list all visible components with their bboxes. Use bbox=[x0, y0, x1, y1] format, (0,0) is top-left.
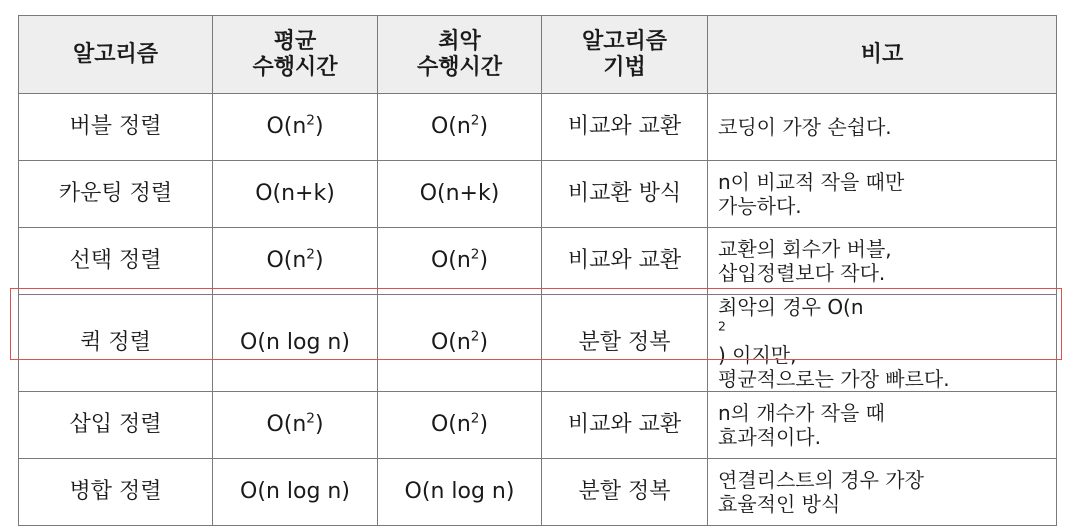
method: 분할 정복 bbox=[542, 459, 708, 526]
table-row bbox=[19, 228, 1057, 295]
worst-time: O(n log n) bbox=[378, 459, 542, 526]
note: 연결리스트의 경우 가장 효율적인 방식 bbox=[708, 459, 1057, 526]
average-time: $O(n^2)$ bbox=[213, 228, 378, 295]
header-algorithm: 알고리즘 bbox=[19, 16, 213, 94]
worst-time: $O(n^2)$ bbox=[378, 295, 542, 392]
average-time: $O(n^2)$ bbox=[213, 392, 378, 459]
sorting-algorithm-table bbox=[18, 15, 1057, 526]
algorithm-name: 카운팅 정렬 bbox=[19, 161, 213, 228]
worst-time: $O(n^2)$ bbox=[378, 228, 542, 295]
method: 비교환 방식 bbox=[542, 161, 708, 228]
header-average-time: 평균 수행시간 bbox=[213, 16, 378, 94]
algorithm-name: 병합 정렬 bbox=[19, 459, 213, 526]
table-row bbox=[19, 459, 1057, 526]
average-time: O(n log n) bbox=[213, 295, 378, 392]
algorithm-name: 퀵 정렬 bbox=[19, 295, 213, 392]
note: 코딩이 가장 손쉽다. bbox=[708, 94, 1057, 161]
note: 교환의 회수가 버블, 삽입정렬보다 작다. bbox=[708, 228, 1057, 295]
table-row-highlighted bbox=[19, 295, 1057, 392]
algorithm-name: 버블 정렬 bbox=[19, 94, 213, 161]
average-time: O(n log n) bbox=[213, 459, 378, 526]
algorithm-name: 삽입 정렬 bbox=[19, 392, 213, 459]
header-row bbox=[19, 16, 1057, 94]
algorithm-name: 선택 정렬 bbox=[19, 228, 213, 295]
worst-time: $O(n^2)$ bbox=[378, 94, 542, 161]
note: n의 개수가 작을 때 효과적이다. bbox=[708, 392, 1057, 459]
method: 분할 정복 bbox=[542, 295, 708, 392]
worst-time: O(n+k) bbox=[378, 161, 542, 228]
worst-time: $O(n^2)$ bbox=[378, 392, 542, 459]
average-time: $O(n^2)$ bbox=[213, 94, 378, 161]
table-row bbox=[19, 161, 1057, 228]
note: n이 비교적 작을 때만 가능하다. bbox=[708, 161, 1057, 228]
method: 비교와 교환 bbox=[542, 228, 708, 295]
table-row bbox=[19, 94, 1057, 161]
method: 비교와 교환 bbox=[542, 392, 708, 459]
header-method: 알고리즘 기법 bbox=[542, 16, 708, 94]
header-worst-time: 최악 수행시간 bbox=[378, 16, 542, 94]
header-note: 비고 bbox=[708, 16, 1057, 94]
note: 최악의 경우 O(n $^2$ ) 이지만, 평균적으로는 가장 빠르다. bbox=[708, 295, 1057, 392]
average-time: O(n+k) bbox=[213, 161, 378, 228]
table-row bbox=[19, 392, 1057, 459]
method: 비교와 교환 bbox=[542, 94, 708, 161]
